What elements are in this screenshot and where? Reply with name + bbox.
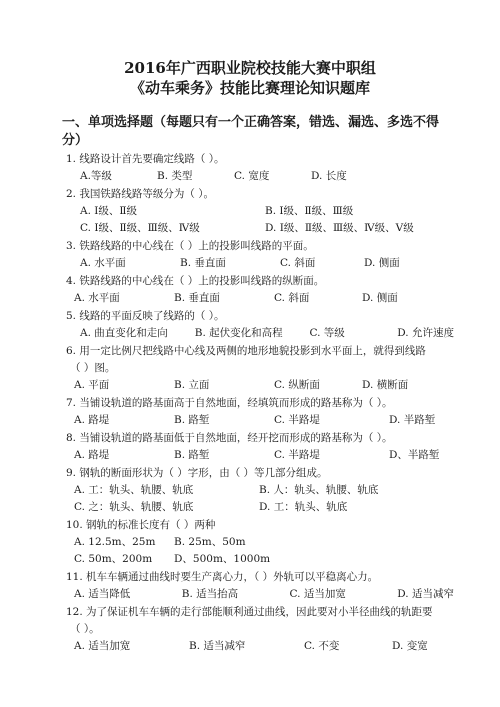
option-b: B. 路堑: [174, 449, 210, 461]
question-stem: 12. 为了保证机车车辆的走行部能顺利通过曲线，因此要对小半径曲线的轨距要: [66, 606, 433, 618]
option-c: C. Ⅰ级、Ⅱ级、Ⅲ级、Ⅳ级: [80, 222, 200, 234]
question-stem: 6. 用一定比例尺把线路中心线及两侧的地形地貌投影到水平面上，就得到线路: [66, 345, 426, 357]
option-d: D、500m、1000m: [174, 553, 271, 565]
question-stem: 1. 线路设计首先要确定线路（ ）。: [66, 153, 225, 165]
option-c: C. 之：轨头、轨腰、轨底: [74, 501, 194, 513]
option-a: A. 适当降低: [74, 588, 131, 600]
option-a: A. 适当加宽: [74, 640, 131, 652]
question-stem-continued: （ ）。: [70, 623, 100, 635]
section-heading: 一、单项选择题（每题只有一个正确答案，错选、漏选、多选不得: [62, 115, 440, 130]
option-c: C. 不变: [304, 640, 340, 652]
document-subtitle: 《动车乘务》技能比赛理论知识题库: [129, 79, 370, 97]
option-a: A. 路堤: [74, 449, 110, 461]
option-b: B. 立面: [174, 379, 210, 391]
question-options: [66, 412, 454, 429]
option-b: B. 路堑: [174, 414, 210, 426]
option-b: B. 人：轨头、轨腰、轨底: [259, 484, 379, 496]
question-stem: 9. 钢轨的断面形状为（ ）字形，由（ ）等几部分组成。: [66, 467, 328, 479]
question-options: [66, 586, 454, 603]
question-stem: 3. 铁路线路的中心线在（ ）上的投影叫线路的平面。: [66, 240, 314, 252]
question-stem: 11. 机车车辆通过曲线时要生产离心力，（ ）外轨可以平稳离心力。: [66, 571, 379, 583]
option-c: C. 等级: [309, 327, 345, 339]
question-stem: 4. 铁路线路的中心线在（ ）上的投影叫线路的纵断面。: [66, 275, 325, 287]
section-heading-continued: 分）: [62, 133, 89, 148]
option-b: B. 适当减窄: [189, 640, 246, 652]
option-b: B. Ⅰ级、Ⅱ级、Ⅲ级: [265, 205, 354, 217]
question-options: [66, 220, 454, 237]
document-title: 2016年广西职业院校技能大赛中职组: [124, 59, 376, 77]
question-stem: 10. 钢轨的标准长度有（ ）两种: [66, 519, 216, 531]
option-c: C. 50m、200m: [74, 553, 153, 565]
option-c: C. 半路堤: [274, 414, 320, 426]
option-d: D. 变宽: [392, 640, 428, 652]
question-options: [66, 377, 454, 394]
option-d: D. 横断面: [362, 379, 409, 391]
question-stem: 2. 我国铁路线路等级分为（ ）。: [66, 188, 214, 200]
option-c: C. 斜面: [280, 257, 316, 269]
option-d: D. 长度: [311, 170, 347, 182]
question-options: [66, 534, 454, 551]
question-stem: 8. 当铺设轨道的路基面低于自然地面，经开挖而形成的路基称为（ ）。: [66, 432, 393, 444]
option-d: D. 侧面: [362, 292, 398, 304]
option-a: A. 12.5m、25m: [74, 536, 156, 548]
option-d: D、半路堑: [389, 449, 440, 461]
option-d: D. 半路堑: [389, 414, 436, 426]
question-options: [66, 499, 454, 516]
question-options: [66, 551, 454, 568]
option-a: A. 水平面: [80, 257, 126, 269]
option-a: A. 平面: [74, 379, 110, 391]
option-d: D. Ⅰ级、Ⅱ级、Ⅲ级、Ⅳ级、Ⅴ级: [265, 222, 414, 234]
option-d: D. 侧面: [364, 257, 400, 269]
question-options: [66, 168, 454, 185]
option-b: B. 垂直面: [174, 292, 220, 304]
option-c: C. 纵断面: [274, 379, 320, 391]
question-stem: 5. 线路的平面反映了线路的（ ）。: [66, 310, 225, 322]
question-options: [66, 447, 454, 464]
option-c: C. 适当加宽: [289, 588, 346, 600]
question-stem: 7. 当铺设轨道的路基面高于自然地面，经填筑而形成的路基称为（ ）。: [66, 397, 393, 409]
question-stem-continued: （ ）图。: [70, 362, 116, 374]
option-b: B. 起伏变化和高程: [194, 327, 283, 339]
option-b: B. 适当抬高: [181, 588, 239, 600]
question-options: [66, 482, 454, 499]
option-d: D. 适当减窄: [397, 588, 454, 600]
question-options: [66, 255, 454, 272]
question-options: [66, 203, 454, 220]
option-a: A. 路堤: [74, 414, 110, 426]
option-c: C. 半路堤: [274, 449, 320, 461]
option-b: B. 垂直面: [180, 257, 226, 269]
option-a: A. Ⅰ级、Ⅱ级: [80, 205, 138, 217]
question-options: [66, 325, 454, 342]
option-b: B. 类型: [157, 170, 193, 182]
option-a: A. 工：轨头、轨腰、轨底: [74, 484, 194, 496]
option-d: D. 允许速度: [397, 327, 454, 339]
option-a: A. 水平面: [74, 292, 120, 304]
question-options: [66, 638, 454, 655]
option-a: A. 曲直变化和走向: [80, 327, 168, 339]
option-b: B. 25m、50m: [174, 536, 246, 548]
question-options: [66, 290, 454, 307]
option-a: A.等级: [80, 170, 112, 182]
option-c: C. 宽度: [234, 170, 270, 182]
option-d: D. 工：轨头、轨底: [259, 501, 348, 513]
option-c: C. 斜面: [274, 292, 310, 304]
